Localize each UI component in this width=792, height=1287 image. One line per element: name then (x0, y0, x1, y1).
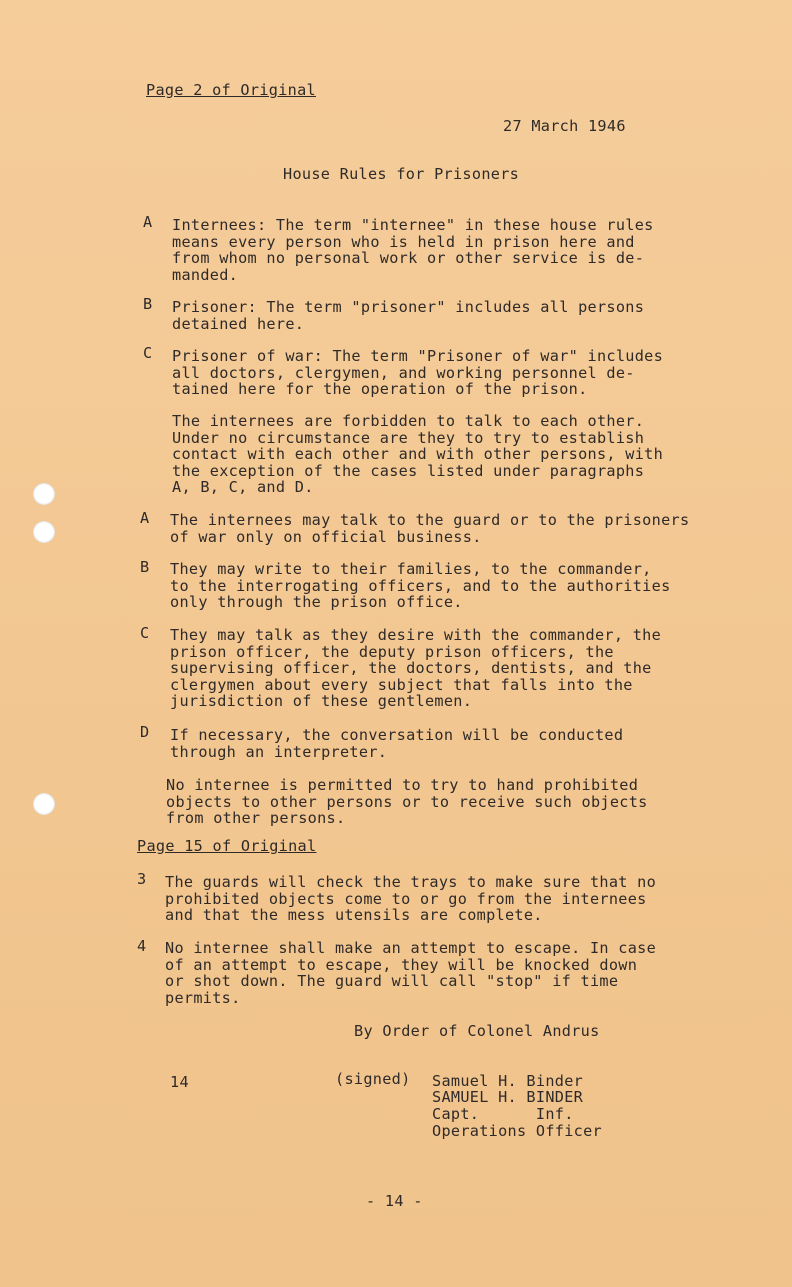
exception-text: If necessary, the conversation will be conducted through an interpreter. (170, 726, 624, 761)
rule-number: 3 (137, 870, 147, 888)
punch-hole (33, 483, 55, 505)
document-date: 27 March 1946 (503, 117, 626, 135)
signature-line: Capt. Inf. (432, 1105, 574, 1123)
exception-label: B (140, 558, 150, 576)
exception-text: They may write to their families, to the commander, to the interrogating officers, and to the authorities only through the prison office. (170, 560, 671, 611)
rule-intro-paragraph: The internees are forbidden to talk to each other. Under no circumstance are they to try to establish contact with each other and with other persons, with the exception of the cases listed under paragraphs A, B, C, and D. (172, 412, 664, 496)
document-number: 14 (170, 1073, 189, 1091)
definition-label: A (143, 213, 153, 231)
signed-label: (signed) (335, 1070, 411, 1088)
rule-text: The guards will check the trays to make sure that no prohibited objects come to or go from the internees and that the mess utensils are complete. (165, 873, 657, 924)
footer-page-number: - 14 - (366, 1192, 423, 1210)
signature-line: Operations Officer (432, 1122, 602, 1140)
exception-text: The internees may talk to the guard or to the prisoners of war only on official business. (170, 511, 690, 546)
exception-text: They may talk as they desire with the commander, the prison officer, the deputy prison officers, the supervising officer, the doctors, dentists, and the clergymen about every subject that falls into the jurisdiction of these gentlemen. (170, 626, 662, 710)
rule-text: No internee shall make an attempt to escape. In case of an attempt to escape, they will be knocked down or shot down. The guard will call "stop" if time permits. (165, 939, 657, 1007)
exception-label: A (140, 509, 150, 527)
prohibited-objects-paragraph: No internee is permitted to try to hand prohibited objects to other persons or to receive such objects from other persons. (166, 776, 648, 827)
original-page-reference: Page 15 of Original (137, 837, 317, 855)
definition-text: Prisoner of war: The term "Prisoner of war" includes all doctors, clergymen, and working personnel de- tained here for the operation of the prison. (172, 347, 664, 398)
by-order-line: By Order of Colonel Andrus (354, 1022, 600, 1040)
punch-hole (33, 521, 55, 543)
definition-text: Prisoner: The term "prisoner" includes all persons detained here. (172, 298, 645, 333)
definition-label: B (143, 295, 153, 313)
definition-text: Internees: The term "internee" in these house rules means every person who is held in prison here and from whom no personal work or other service is de- manded. (172, 216, 654, 284)
original-page-reference: Page 2 of Original (146, 81, 316, 99)
definition-label: C (143, 344, 153, 362)
rule-number: 4 (137, 937, 147, 955)
signature-line: SAMUEL H. BINDER (432, 1088, 584, 1106)
punch-hole (33, 793, 55, 815)
document-title: House Rules for Prisoners (283, 165, 520, 183)
exception-label: D (140, 723, 150, 741)
exception-label: C (140, 624, 150, 642)
signature-line: Samuel H. Binder (432, 1072, 584, 1090)
